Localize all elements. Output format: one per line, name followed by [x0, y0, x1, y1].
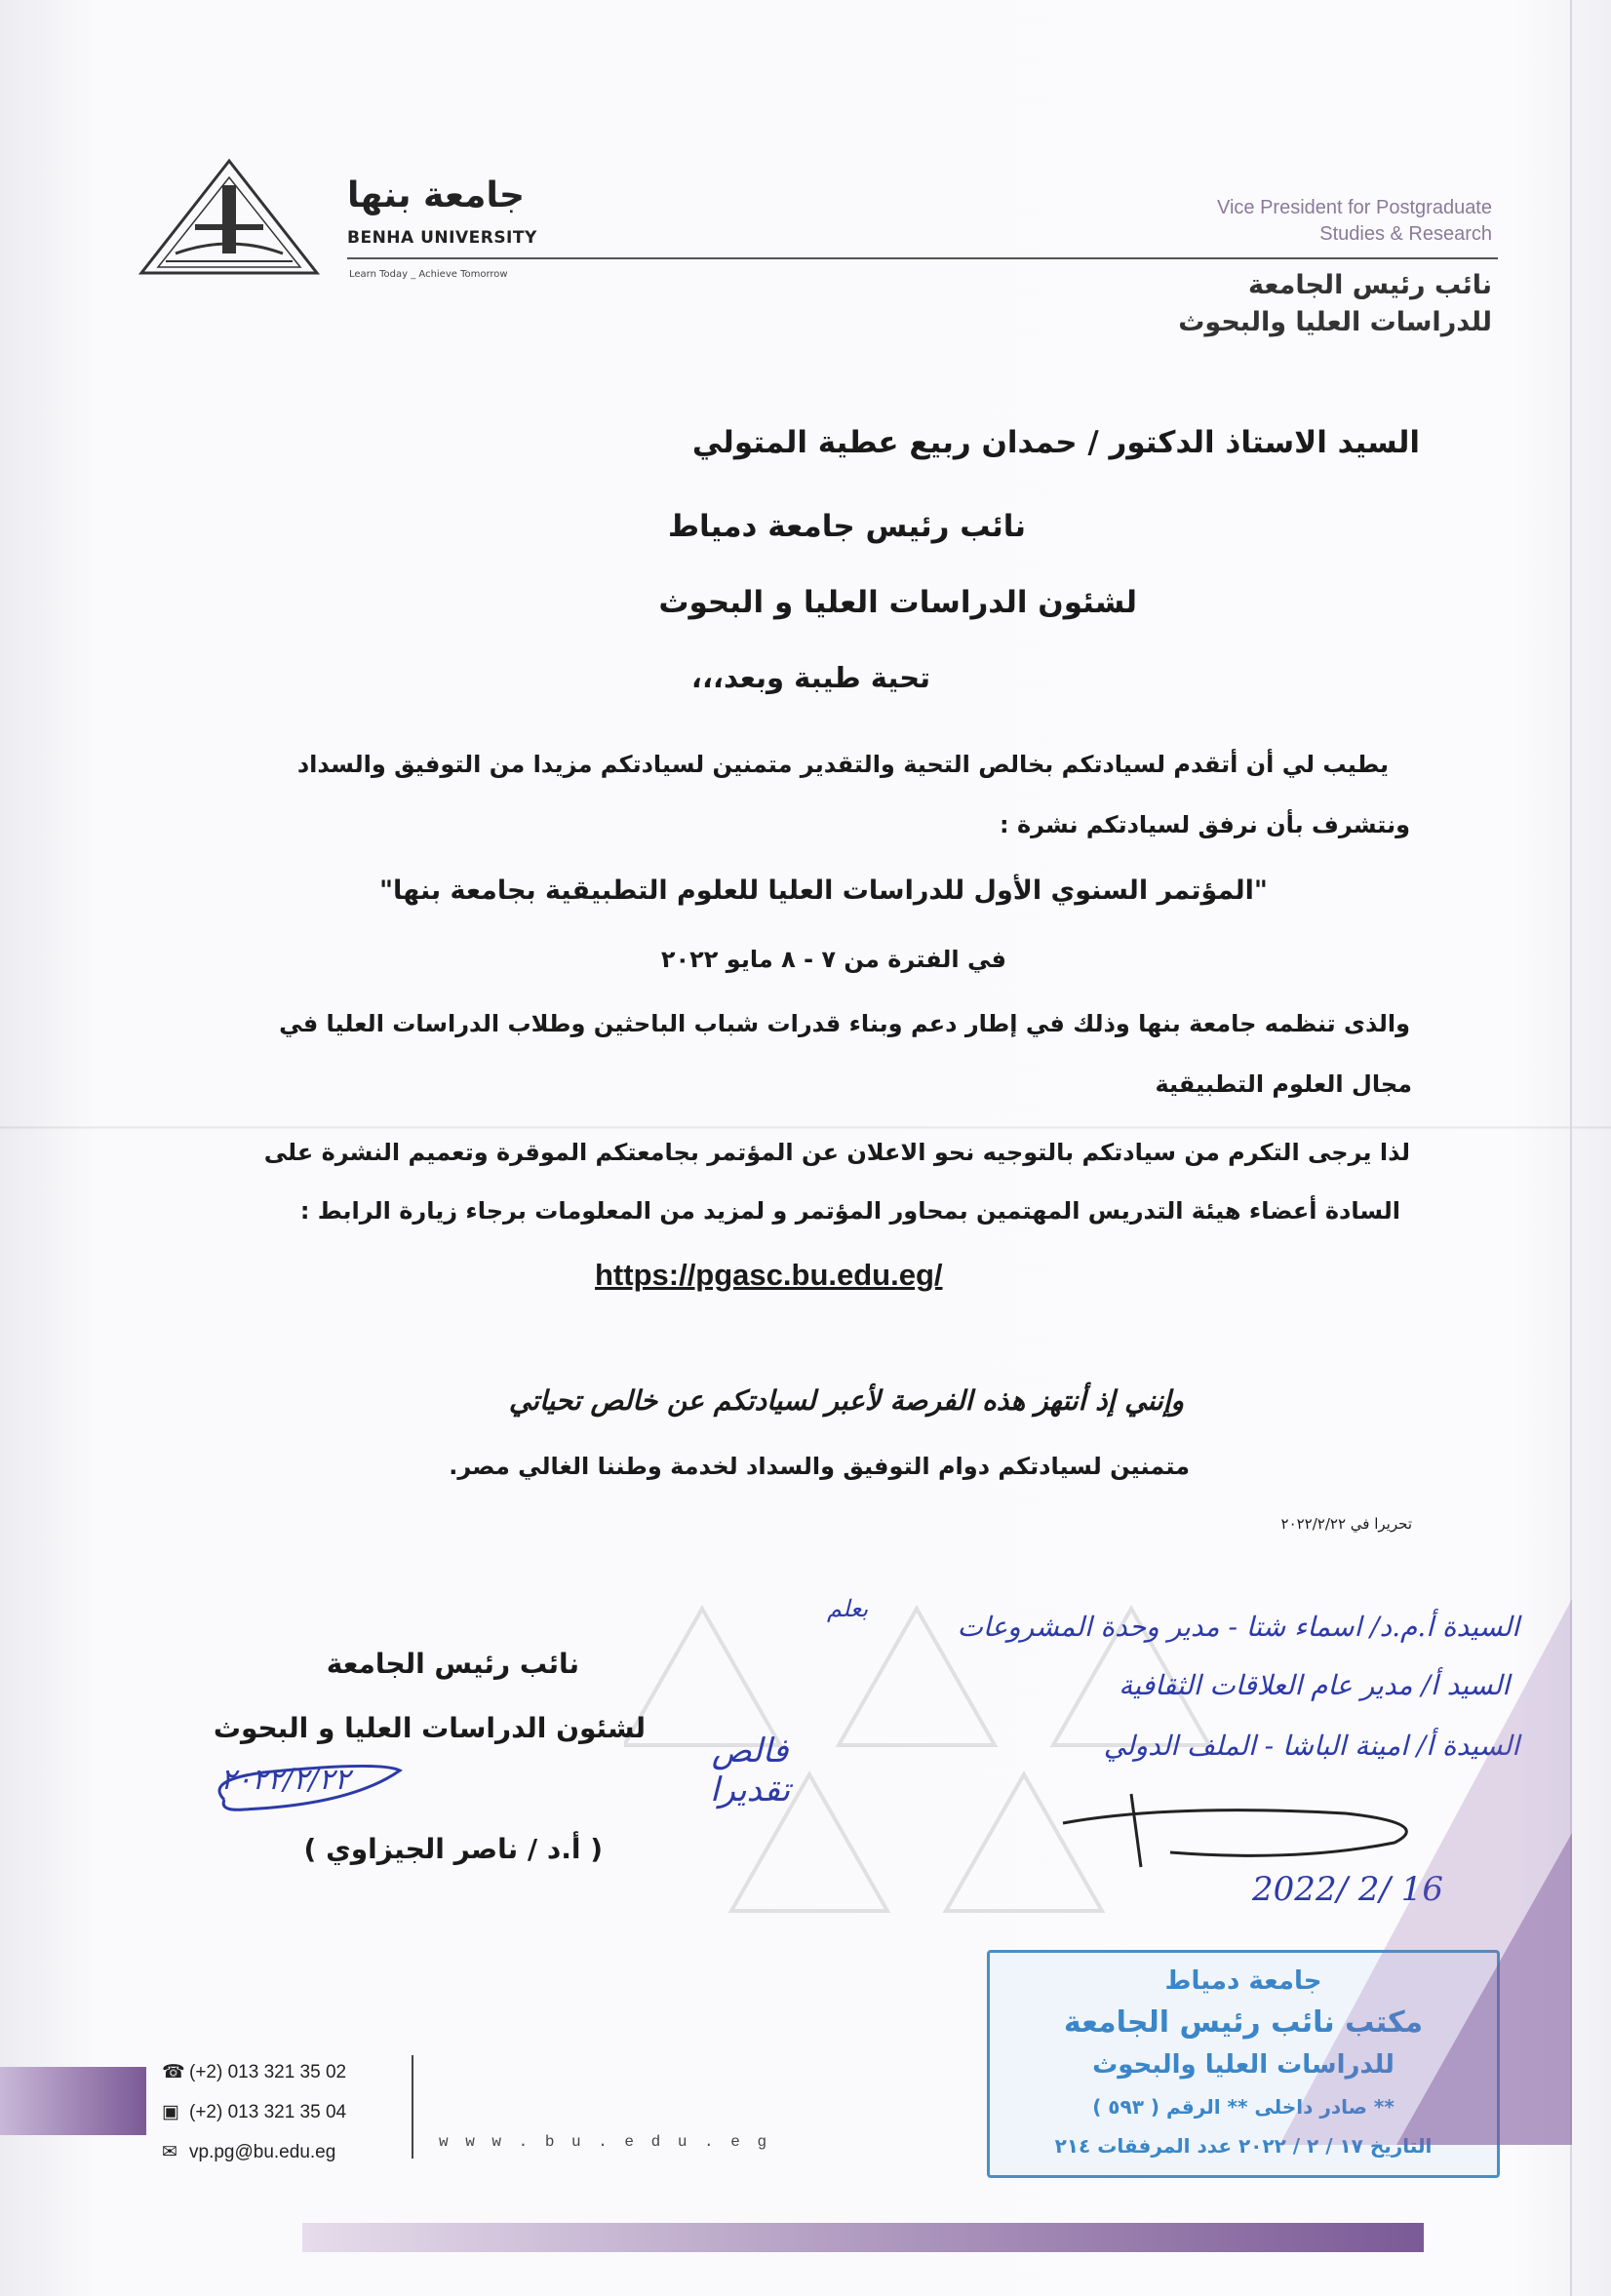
- routing-line: السيدة أ.م.د/ اسماء شتا - مدير وحدة المشروعات: [957, 1611, 1519, 1643]
- office-title-en-line: Studies & Research: [1319, 223, 1492, 245]
- office-title-ar: [1082, 267, 1492, 341]
- closing-line: متمنين لسيادتكم دوام التوفيق والسداد لخدمة وطننا الغالي مصر.: [449, 1453, 1190, 1480]
- signatory-dept: لشئون الدراسات العليا و البحوث: [213, 1712, 646, 1744]
- routing-line: السيد أ/ مدير عام العلاقات الثقافية: [1119, 1669, 1510, 1701]
- body-line: والذى تنظمه جامعة بنها وذلك في إطار دعم وبناء قدرات شباب الباحثين وطلاب الدراسات العليا في: [279, 1010, 1410, 1037]
- benha-logo-icon: [137, 156, 322, 283]
- stamp-line: جامعة دمياط: [1164, 1966, 1322, 1996]
- greeting: تحية طيبة وبعد،،،: [690, 661, 930, 694]
- office-title-ar-line: للدراسات العليا والبحوث: [1178, 307, 1492, 337]
- header-divider: [347, 257, 1498, 259]
- signatory-name: ( أ.د / ناصر الجيزاوي ): [303, 1833, 603, 1865]
- paper-fold: [0, 1126, 1611, 1129]
- handwritten-note-line: تقديرا: [710, 1771, 791, 1810]
- footer-fax-text: (+2) 013 321 35 04: [189, 2102, 347, 2122]
- stamp-line: مكتب نائب رئيس الجامعة: [1063, 2005, 1424, 2040]
- university-name-ar: جامعة بنها: [347, 175, 525, 215]
- body-line: مجال العلوم التطبيقية: [1155, 1070, 1412, 1098]
- conference-link[interactable]: https://pgasc.bu.edu.eg/: [595, 1258, 943, 1292]
- office-title-en-line: Vice President for Postgraduate: [1216, 197, 1492, 218]
- stamp-line: للدراسات العليا والبحوث: [1092, 2050, 1395, 2080]
- office-title-ar-line: نائب رئيس الجامعة: [1248, 270, 1492, 300]
- addressee-title: نائب رئيس جامعة دمياط: [667, 509, 1026, 544]
- handwritten-note-line: فالص: [711, 1732, 789, 1771]
- stamp-line: ** صادر داخلى ** الرقم ( ٥٩٣ ): [1092, 2095, 1395, 2119]
- routing-date: 2022/ 2/ 16: [1252, 1870, 1443, 1909]
- footer-band: [0, 2067, 146, 2135]
- fax-icon: ▣: [162, 2102, 179, 2122]
- signatory-title: نائب رئيس الجامعة: [326, 1648, 579, 1680]
- body-line: يطيب لي أن أتقدم لسيادتكم بخالص التحية والتقدير متمنين لسيادتكم مزيدا من التوفيق والسداد: [296, 751, 1389, 778]
- footer-decoration: [1396, 1833, 1572, 2145]
- footer-fax: [162, 2101, 346, 2123]
- footer-phone: [162, 2061, 346, 2083]
- body-line: لذا يرجى التكرم من سيادتكم بالتوجيه نحو الاعلان عن المؤتمر بجامعتكم الموقرة وتعميم النشرة على: [263, 1139, 1410, 1166]
- envelope-icon: ✉: [162, 2142, 177, 2162]
- conference-title: "المؤتمر السنوي الأول للدراسات العليا للعلوم التطبيقية بجامعة بنها": [378, 876, 1268, 906]
- university-name-en: BENHA UNIVERSITY: [347, 228, 537, 248]
- footer-phone-text: (+2) 013 321 35 02: [189, 2062, 347, 2082]
- office-title-en: [1160, 195, 1492, 248]
- handwritten-note: [710, 1732, 790, 1810]
- signature-loop-icon: [205, 1751, 429, 1819]
- body-line: ونتشرف بأن نرفق لسيادتكم نشرة :: [999, 811, 1410, 838]
- phone-icon: ☎: [162, 2062, 185, 2082]
- closing-line: وإنني إذ أنتهز هذه الفرصة لأعبر لسيادتكم عن خالص تحياتي: [508, 1384, 1184, 1417]
- letter-date: تحريرا في ٢٠٢٢/٢/٢٢: [1280, 1515, 1412, 1533]
- routing-line: السيدة أ/ امينة الباشا - الملف الدولي: [1103, 1730, 1519, 1762]
- footer-website[interactable]: w w w . b u . e d u . e g: [439, 2133, 771, 2151]
- handwritten-notice: بعلم: [827, 1595, 869, 1622]
- footer-band: [302, 2223, 1424, 2252]
- addressee-dept: لشئون الدراسات العليا و البحوث: [658, 585, 1137, 620]
- handwritten-signature-date: ٢٠٢٢/٢/٢٢: [220, 1763, 351, 1797]
- footer-email-text[interactable]: vp.pg@bu.edu.eg: [189, 2142, 336, 2162]
- footer-divider: [412, 2055, 413, 2159]
- addressee-name: السيد الاستاذ الدكتور / حمدان ربيع عطية المتولي: [691, 425, 1420, 460]
- body-line: السادة أعضاء هيئة التدريس المهتمين بمحاور المؤتمر و لمزيد من المعلومات برجاء زيارة الرابط :: [299, 1197, 1400, 1225]
- footer-email: [162, 2141, 335, 2163]
- conference-period: في الفترة من ٧ - ٨ مايو ٢٠٢٢: [660, 946, 1006, 973]
- university-tagline: Learn Today _ Achieve Tomorrow: [349, 269, 508, 280]
- stamp-line: التاريخ ١٧ / ٢ / ٢٠٢٢ عدد المرفقات ٢١٤: [1054, 2134, 1433, 2158]
